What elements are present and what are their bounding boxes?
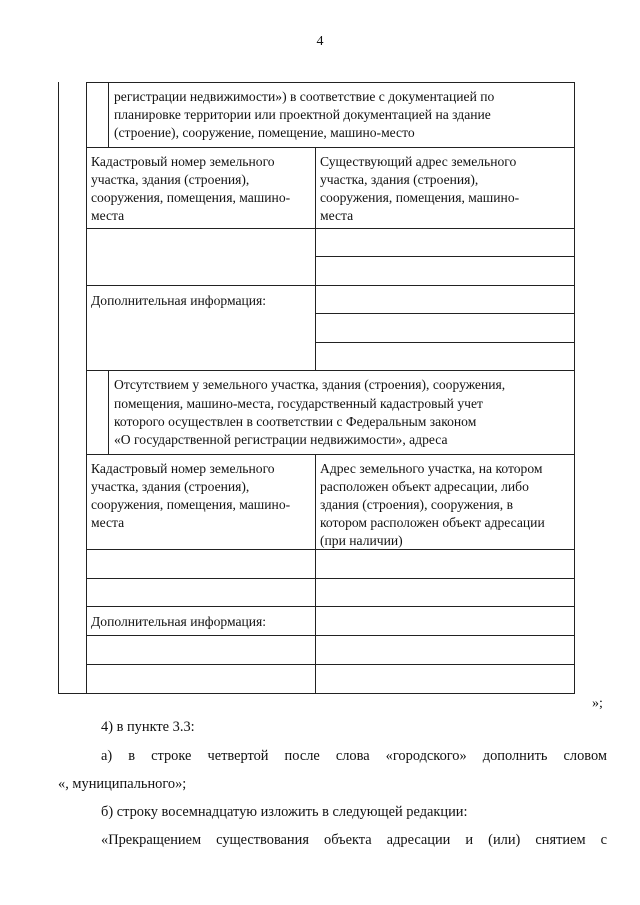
block1-additional-info-label: Дополнительная информация: <box>91 293 267 308</box>
paragraph-item-b-quote: «Прекращением существования объекта адресации и (или) снятием с <box>101 832 607 848</box>
block1-continuation-line: планировке территории или проектной документацией на здание <box>114 107 491 122</box>
block1-continuation-line: регистрации недвижимости») в соответствие с документацией по <box>114 89 495 104</box>
paragraph-item-4: 4) в пункте 3.3: <box>101 719 195 735</box>
block1-continuation-line: (строение), сооружение, помещение, машино-место <box>114 125 415 140</box>
paragraph-item-a-continuation: «, муниципального»; <box>58 776 187 792</box>
paragraph-item-a: а) в строке четвертой после слова «городского» дополнить словом <box>101 748 607 764</box>
block2-additional-info-label: Дополнительная информация: <box>91 614 267 629</box>
page-number: 4 <box>316 34 324 49</box>
paragraph-item-b: б) строку восемнадцатую изложить в следующей редакции: <box>101 804 468 820</box>
closing-quote: »; <box>592 696 603 711</box>
